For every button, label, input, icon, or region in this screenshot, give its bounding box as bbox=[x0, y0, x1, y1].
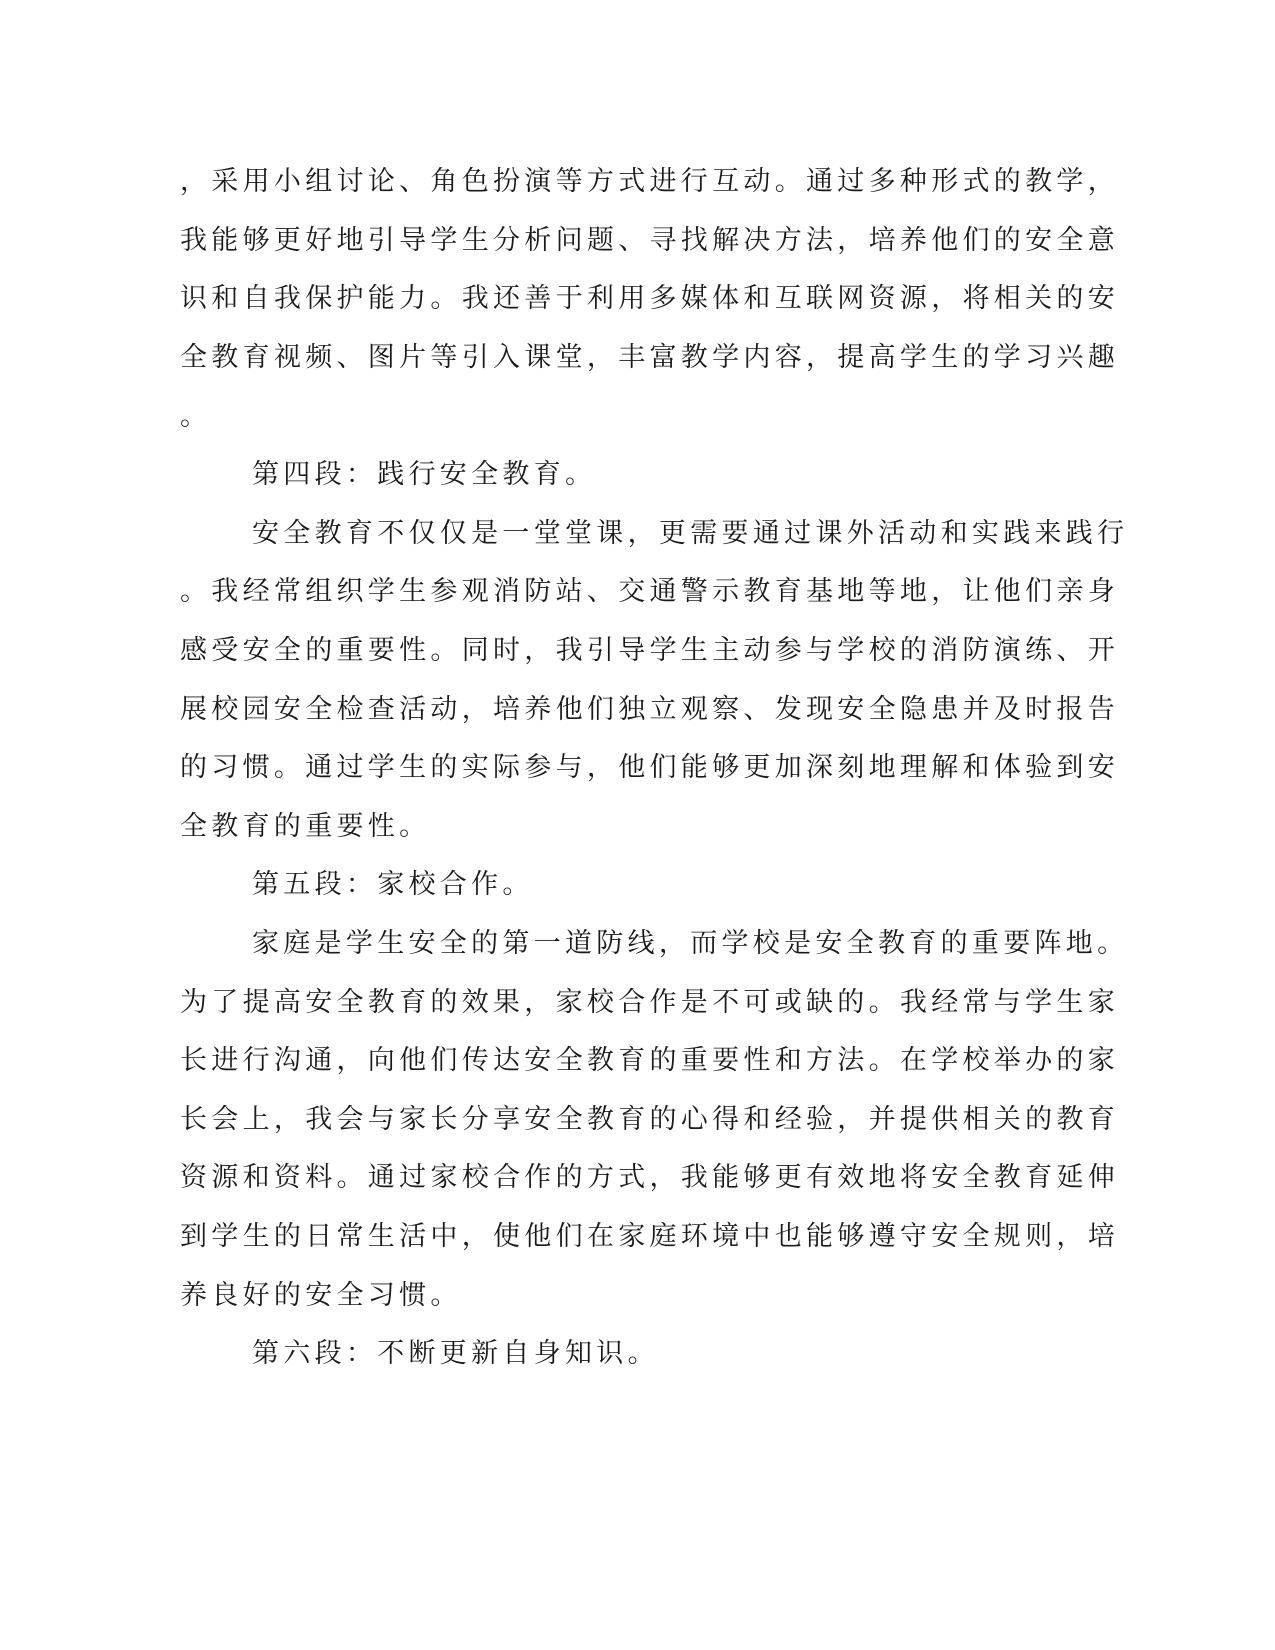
text-line: 为了提高安全教育的效果，家校合作是不可或缺的。我经常与学生家 bbox=[180, 987, 1119, 1018]
text-line: 的习惯。通过学生的实际参与，他们能够更加深刻地理解和体验到安 bbox=[180, 752, 1119, 783]
text-line: 我能够更好地引导学生分析问题、寻找解决方法，培养他们的安全意 bbox=[180, 225, 1119, 256]
text-line: 家庭是学生安全的第一道防线，而学校是安全教育的重要阵地。 bbox=[252, 928, 1129, 959]
text-line: ，采用小组讨论、角色扮演等方式进行互动。通过多种形式的教学， bbox=[180, 166, 1119, 197]
text-line: 展校园安全检查活动，培养他们独立观察、发现安全隐患并及时报告 bbox=[180, 694, 1119, 725]
section-heading: 第四段：践行安全教育。 bbox=[252, 459, 597, 490]
text-line: 全教育的重要性。 bbox=[180, 811, 431, 842]
text-line: 到学生的日常生活中，使他们在家庭环境中也能够遵守安全规则，培 bbox=[180, 1221, 1119, 1252]
text-line: 长进行沟通，向他们传达安全教育的重要性和方法。在学校举办的家 bbox=[180, 1045, 1119, 1076]
text-line: 。 bbox=[180, 401, 212, 432]
text-line: 。我经常组织学生参观消防站、交通警示教育基地等地，让他们亲身 bbox=[180, 576, 1119, 607]
text-line: 安全教育不仅仅是一堂堂课，更需要通过课外活动和实践来践行 bbox=[252, 518, 1129, 549]
text-line: 感受安全的重要性。同时，我引导学生主动参与学校的消防演练、开 bbox=[180, 635, 1119, 666]
text-line: 识和自我保护能力。我还善于利用多媒体和互联网资源，将相关的安 bbox=[180, 283, 1119, 314]
text-line: 长会上，我会与家长分享安全教育的心得和经验，并提供相关的教育 bbox=[180, 1104, 1119, 1135]
section-heading: 第六段：不断更新自身知识。 bbox=[252, 1338, 659, 1369]
text-line: 资源和资料。通过家校合作的方式，我能够更有效地将安全教育延伸 bbox=[180, 1162, 1119, 1193]
section-heading: 第五段：家校合作。 bbox=[252, 869, 534, 900]
text-line: 养良好的安全习惯。 bbox=[180, 1280, 462, 1311]
text-line: 全教育视频、图片等引入课堂，丰富教学内容，提高学生的学习兴趣 bbox=[180, 342, 1119, 373]
